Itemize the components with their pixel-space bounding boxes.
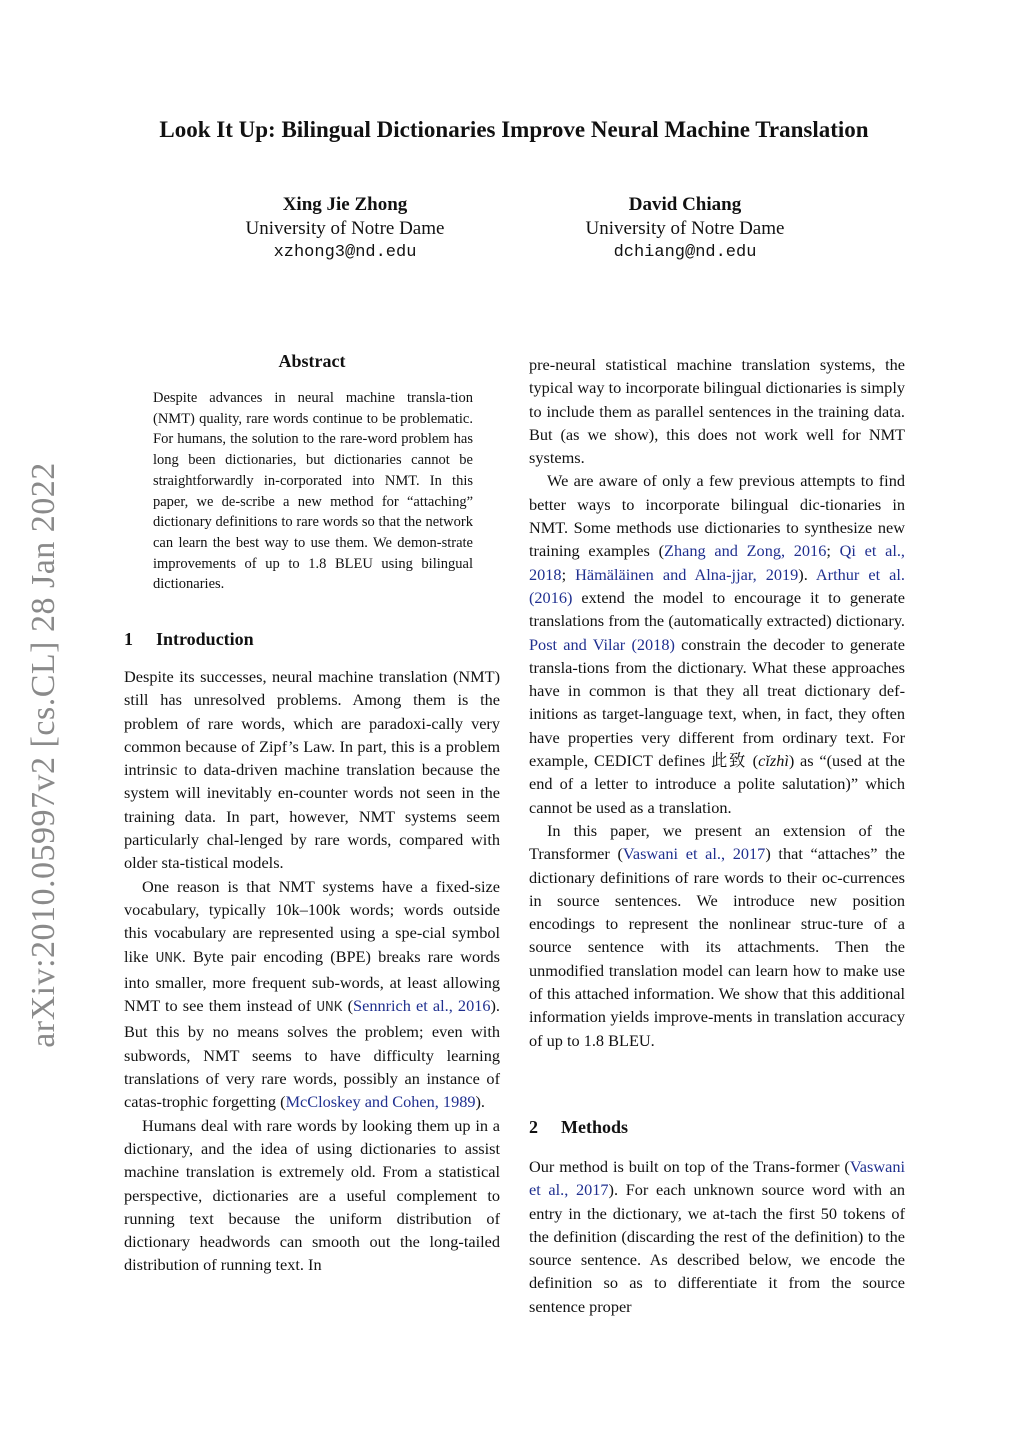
citation-link[interactable]: Vaswani et al., 2017 <box>529 1157 905 1200</box>
text-run: ). For each unknown source word with an entry in the dictionary, we at-tach the first 50 tokens of the definition (discarding the rest of the definition) to the source sentence. As described below, we encode the definition so as to differentiate it from the source sentence proper <box>529 1180 906 1316</box>
intro-paragraph-2 <box>124 875 500 1114</box>
arxiv-identifier[interactable] <box>14 460 74 1050</box>
author-name: David Chiang <box>628 194 742 215</box>
text-run: We are aware of only a few previous attempts to find better ways to incorporate bilingual dic-tionaries in NMT. Some methods use dictionaries to synthesize new training examples ( <box>529 471 905 561</box>
section-heading-methods <box>529 1117 628 1138</box>
introduction-body <box>124 665 500 1277</box>
intro-paragraph-3: Humans deal with rare words by looking them up in a dictionary, and the idea of using dictionaries to assist machine translation is extremely old. From a statistical perspective, dictionaries are a useful complement to running text because the uniform distribution of dictionary headwords can smooth out the long-tailed distribution of running text. In <box>124 1115 500 1275</box>
citation-link[interactable]: Arthur et al. (2016) <box>529 564 905 607</box>
right-column-intro-continued <box>529 353 905 1052</box>
code-token: UNK <box>155 950 182 967</box>
abstract-heading: Abstract <box>278 351 346 371</box>
text-run: One reason is that NMT systems have a fixed-size vocabulary, typically 10k–100k words; words outside this vocabulary are represented using a spe-cial symbol like <box>124 876 500 966</box>
section-title: Introduction <box>156 629 254 649</box>
author-affiliation: University of Notre Dame <box>585 218 785 239</box>
arxiv-identifier-text[interactable]: arXiv:2010.05997v2 [cs.CL] 28 Jan 2022 <box>25 462 62 1048</box>
methods-paragraph-1 <box>529 1155 905 1318</box>
abstract-text: Despite advances in neural machine transla-tion (NMT) quality, rare words continue to be problematic. For humans, the solution to the rare-word problem has long been dictionaries, but dictionaries cannot be straightforwardly in-corporated into NMT. In this paper, we de-scribe a new method for “attaching” dictionary definitions to rare words so that the network can learn the best way to use them. We demon-strate improvements of up to 1.8 BLEU using bilingual dictionaries. <box>153 390 473 593</box>
section-number: 1 <box>124 629 133 649</box>
author-block-2 <box>525 193 845 265</box>
methods-body <box>529 1155 905 1318</box>
text-run: ) that “attaches” the dictionary definitions of rare words to their oc-currences in source sentences. We introduce new position encodings to represent the nonlinear struc-ture of a source sentence with its attachments. Then the unmodified translation model can learn how to make use of this attached information. We show that this additional information yields improve-ments in translation accuracy of up to 1.8 BLEU. <box>529 844 905 1050</box>
text-run: Our method is built on top of the Trans-former ( <box>529 1157 850 1176</box>
citation-link[interactable]: Qi et al., 2018 <box>529 541 906 584</box>
code-token: UNK <box>316 1000 343 1017</box>
section-number: 2 <box>529 1117 538 1137</box>
section-heading-introduction <box>124 629 254 650</box>
text-run: . Byte pair encoding (BPE) breaks rare words into smaller, more frequent sub-words, at least allowing NMT to see them instead of <box>124 946 501 1016</box>
citation-link[interactable]: Hämäläinen and Alna-jjar, 2019 <box>575 564 799 584</box>
citation-link[interactable]: Vaswani et al., 2017 <box>622 844 766 864</box>
author-name: Xing Jie Zhong <box>282 194 408 215</box>
paper-title: Look It Up: Bilingual Dictionaries Improve Neural Machine Translation <box>159 117 869 142</box>
intro-paragraph-1: Despite its successes, neural machine translation (NMT) still has unresolved problems. Among them is the problem of rare words, which are paradoxi-cally very common because of Zipf’s Law. In part, this is a problem intrinsic to data-driven machine translation because the system will inevitably en-counter words not seen in the training data. In part, however, NMT systems seem particularly chal-lenged by rare words, compared with older sta-tistical models. <box>124 667 500 873</box>
text-run: ; <box>561 564 576 584</box>
text-run: ; <box>826 541 840 561</box>
text-run: ) as “(used at the end of a letter to introduce a polite salutation)” which cannot be used as a translation. <box>529 751 905 817</box>
text-run: ( <box>342 996 354 1016</box>
author-email[interactable]: dchiang@nd.edu <box>613 243 757 262</box>
text-run: ). <box>798 564 816 584</box>
text-run: extend the model to encourage it to generate translations from the (automatically extracted) dictionary. <box>529 587 905 631</box>
section-title: Methods <box>561 1117 628 1137</box>
text-run: ). <box>475 1092 485 1112</box>
author-email[interactable]: xzhong3@nd.edu <box>273 243 417 262</box>
right-paragraph-2 <box>529 469 905 818</box>
text-run: constrain the decoder to generate transla-tions from the dictionary. What these approaches have in common is that they all treat dictionary def-initions as target-language text, when, in fact, they often have properties very different from ordinary text. For example, CEDICT defines 此致 ( <box>529 634 905 771</box>
text-run: ). But this by no means solves the problem; even with subwords, NMT seems to have difficulty learning translations of very rare words, possibly an instance of catas-trophic forgetting ( <box>124 996 500 1112</box>
author-block-1 <box>185 193 505 265</box>
pinyin-term: cǐzhì <box>758 751 789 771</box>
text-run: In this paper, we present an extension of the Transformer ( <box>529 820 905 864</box>
right-paragraph-3 <box>529 819 905 1052</box>
citation-link[interactable]: Sennrich et al., 2016 <box>353 996 491 1016</box>
right-paragraph-1: pre-neural statistical machine translation systems, the typical way to incorporate bilingual dictionaries is simply to include them as parallel sentences in the training data. But (as we show), this does not work well for NMT systems. <box>529 355 905 468</box>
citation-link[interactable]: McCloskey and Cohen, 1989 <box>285 1092 476 1112</box>
author-affiliation: University of Notre Dame <box>245 218 445 239</box>
citation-link[interactable]: Zhang and Zong, 2016 <box>664 541 827 561</box>
citation-link[interactable]: Post and Vilar (2018) <box>529 634 675 654</box>
